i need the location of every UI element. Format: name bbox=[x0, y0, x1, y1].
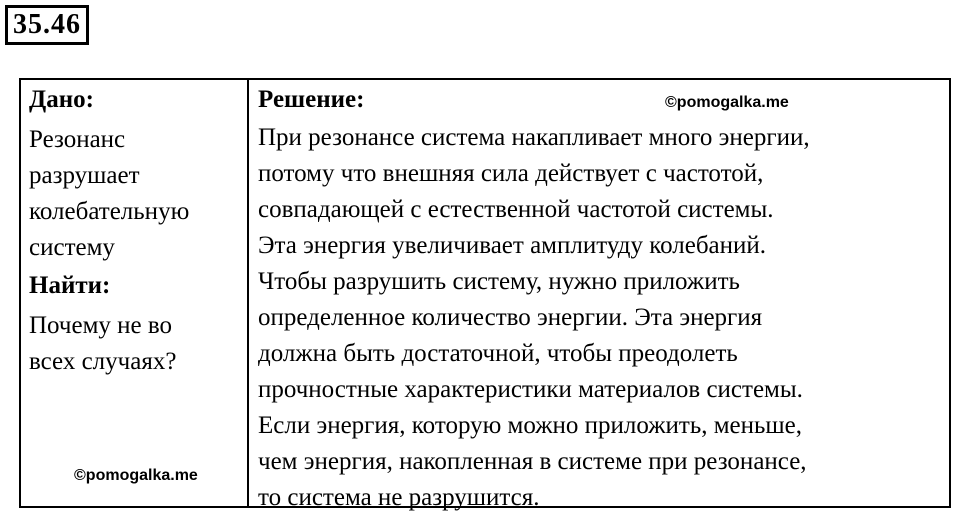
task-table bbox=[19, 78, 951, 511]
solution-line: чем энергия, накопленная в системе при резонансе, bbox=[258, 448, 807, 475]
solution-line: то система не разрушится. bbox=[258, 484, 540, 511]
solution-line: При резонансе система накапливает много энергии, bbox=[258, 124, 810, 151]
solution-line: должна быть достаточной, чтобы преодолеть bbox=[258, 340, 738, 367]
column-divider bbox=[247, 80, 249, 506]
solution-line: Эта энергия увеличивает амплитуду колебаний. bbox=[258, 232, 767, 259]
solution-column bbox=[258, 84, 948, 516]
find-heading: Найти: bbox=[29, 272, 111, 299]
given-line: разрушает bbox=[29, 162, 140, 189]
solution-line: потому что внешняя сила действует с частотой, bbox=[258, 160, 764, 187]
given-text bbox=[29, 122, 241, 266]
find-line: Почему не во bbox=[29, 312, 173, 339]
solution-line: совпадающей с естественной частотой системы. bbox=[258, 196, 774, 223]
given-column bbox=[29, 84, 241, 380]
given-line: колебательную bbox=[29, 198, 190, 225]
problem-number: 35.46 bbox=[5, 5, 89, 45]
find-line: всех случаях? bbox=[29, 348, 177, 375]
given-line: Резонанс bbox=[29, 126, 126, 153]
solution-line: Чтобы разрушить систему, нужно приложить bbox=[258, 268, 740, 295]
watermark-top: ©pomogalka.me bbox=[665, 94, 789, 111]
solution-line: определенное количество энергии. Эта энергия bbox=[258, 304, 763, 331]
solution-line: прочностные характеристики материалов системы. bbox=[258, 376, 803, 403]
given-heading: Дано: bbox=[29, 86, 94, 113]
solution-heading: Решение: bbox=[258, 86, 365, 113]
watermark-bottom: ©pomogalka.me bbox=[74, 467, 198, 484]
find-text bbox=[29, 308, 241, 380]
solution-text bbox=[258, 120, 948, 516]
given-line: систему bbox=[29, 234, 115, 261]
solution-line: Если энергия, которую можно приложить, меньше, bbox=[258, 412, 803, 439]
